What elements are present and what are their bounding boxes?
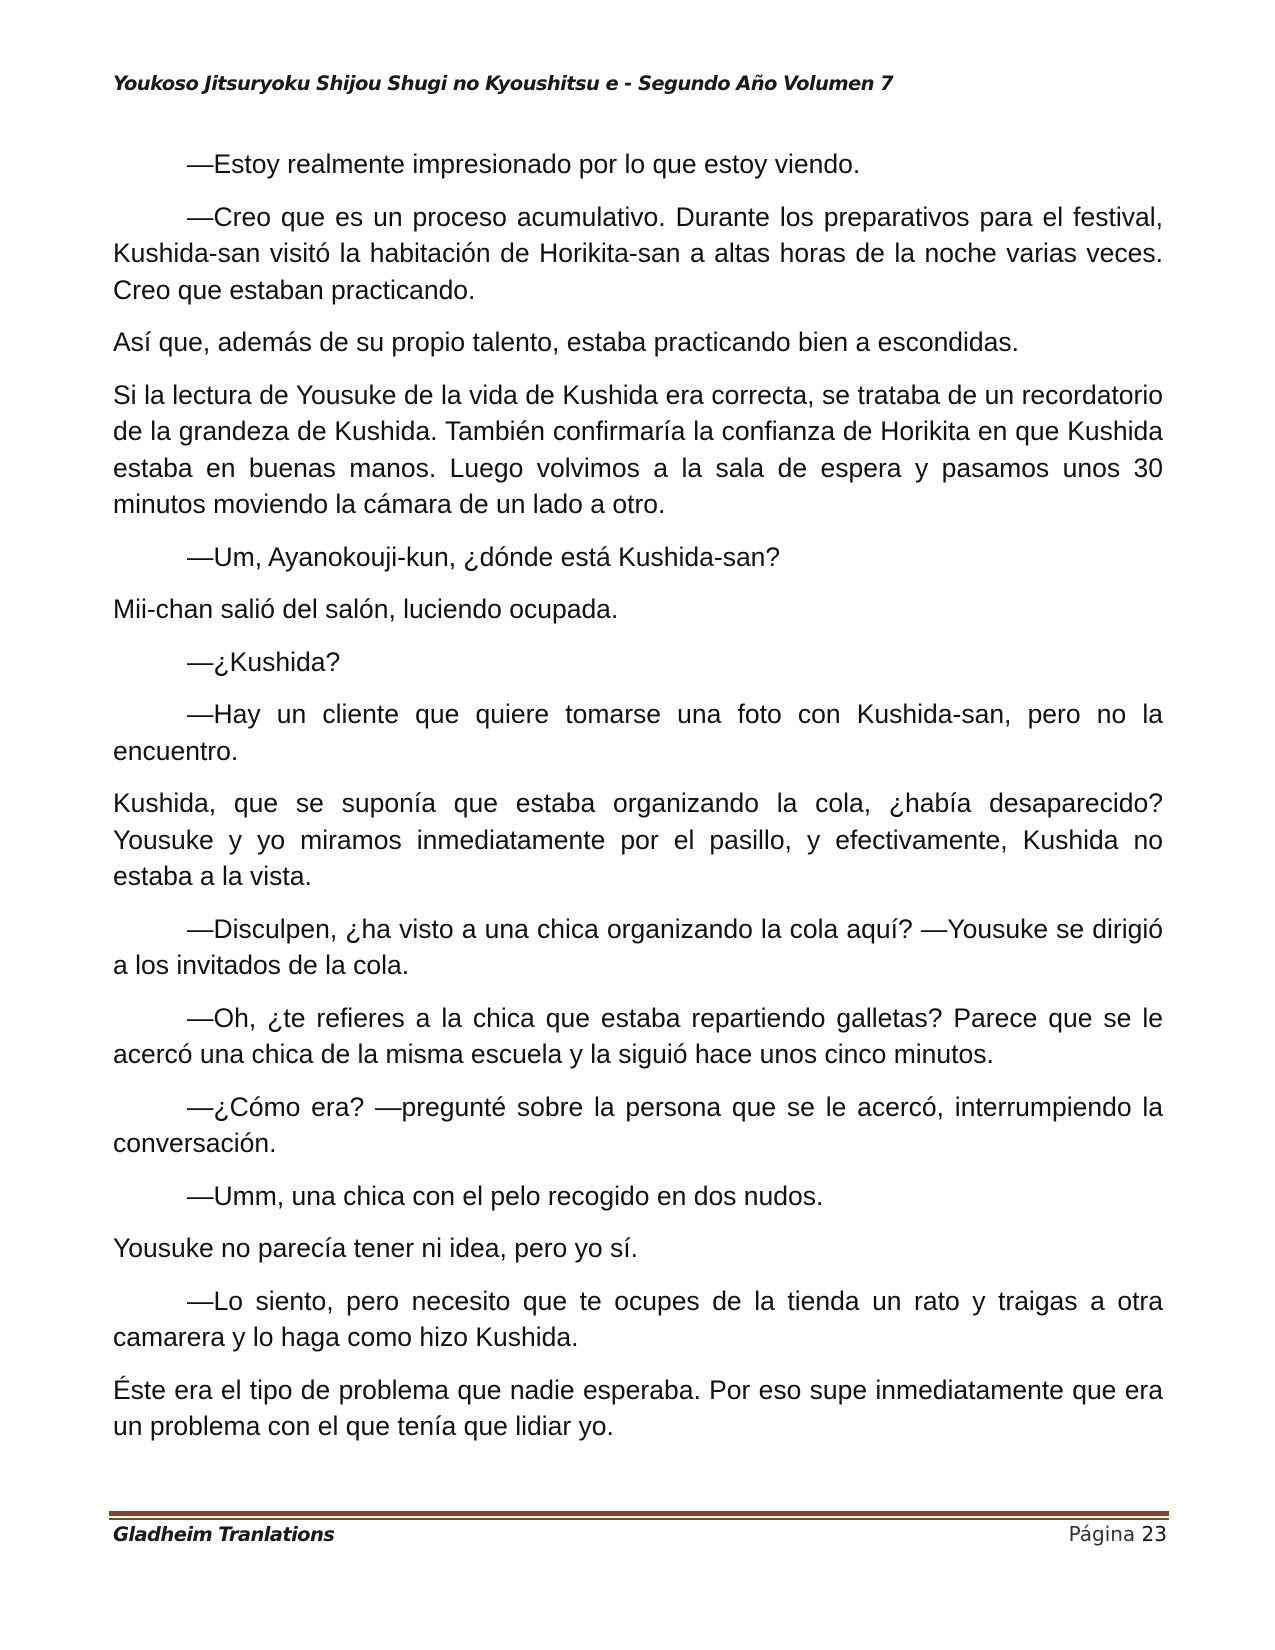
paragraph-9: Kushida, que se suponía que estaba organizando la cola, ¿había desaparecido? Yousuke y yo miramos inmediatamente por el pasillo, y efectivamente, Kushida no estaba a la vista. [113, 788, 1163, 891]
paragraph-15: —Lo siento, pero necesito que te ocupes de la tienda un rato y traigas a otra camarera y lo haga como hizo Kushida. [113, 1285, 1163, 1352]
paragraph-16: Éste era el tipo de problema que nadie esperaba. Por eso supe inmediatamente que era un problema con el que tenía que lidiar yo. [113, 1374, 1163, 1441]
paragraph-4: Si la lectura de Yousuke de la vida de Kushida era correcta, se trataba de un recordatorio de la grandeza de Kushida. También confirmaría la confianza de Horikita en que Kushida estaba en buenas manos. Luego volvimos a la sala de espera y pasamos unos 30 minutos moviendo la cámara de un lado a otro. [113, 379, 1163, 519]
page-number [1069, 1522, 1167, 1546]
paragraph-3: Así que, además de su propio talento, estaba practicando bien a escondidas. [113, 327, 1020, 357]
footer-rule-thin [109, 1518, 1169, 1520]
paragraph-1: —Estoy realmente impresionado por lo que estoy viendo. [187, 149, 861, 179]
paragraph-8: —Hay un cliente que quiere tomarse una foto con Kushida-san, pero no la encuentro. [113, 699, 1163, 766]
page-label: Página [1068, 1522, 1136, 1546]
page-body [113, 146, 1163, 1461]
paragraph-10: —Disculpen, ¿ha visto a una chica organizando la cola aquí? —Yousuke se dirigió a los invitados de la cola. [113, 913, 1163, 980]
translator-credit: Gladheim Tranlations [113, 1523, 335, 1546]
footer-rule-thick [109, 1511, 1169, 1516]
paragraph-14: Yousuke no parecía tener ni idea, pero yo sí. [113, 1233, 638, 1263]
page-number-value: 23 [1141, 1522, 1167, 1546]
running-header: Youkoso Jitsuryoku Shijou Shugi no Kyoushitsu e - Segundo Año Volumen 7 [113, 72, 894, 95]
paragraph-5: —Um, Ayanokouji-kun, ¿dónde está Kushida-san? [187, 541, 781, 572]
paragraph-2: —Creo que es un proceso acumulativo. Durante los preparativos para el festival, Kushida-san visitó la habitación de Horikita-san a altas horas de la noche varias veces. Creo que estaban practicando. [113, 201, 1163, 305]
paragraph-7: —¿Kushida? [187, 646, 341, 677]
paragraph-6: Mii-chan salió del salón, luciendo ocupada. [113, 594, 619, 624]
paragraph-11: —Oh, ¿te refieres a la chica que estaba repartiendo galletas? Parece que se le acercó una chica de la misma escuela y la siguió hace unos cinco minutos. [113, 1002, 1163, 1069]
paragraph-13: —Umm, una chica con el pelo recogido en dos nudos. [187, 1180, 824, 1211]
paragraph-12: —¿Cómo era? —pregunté sobre la persona que se le acercó, interrumpiendo la conversación. [113, 1091, 1163, 1158]
